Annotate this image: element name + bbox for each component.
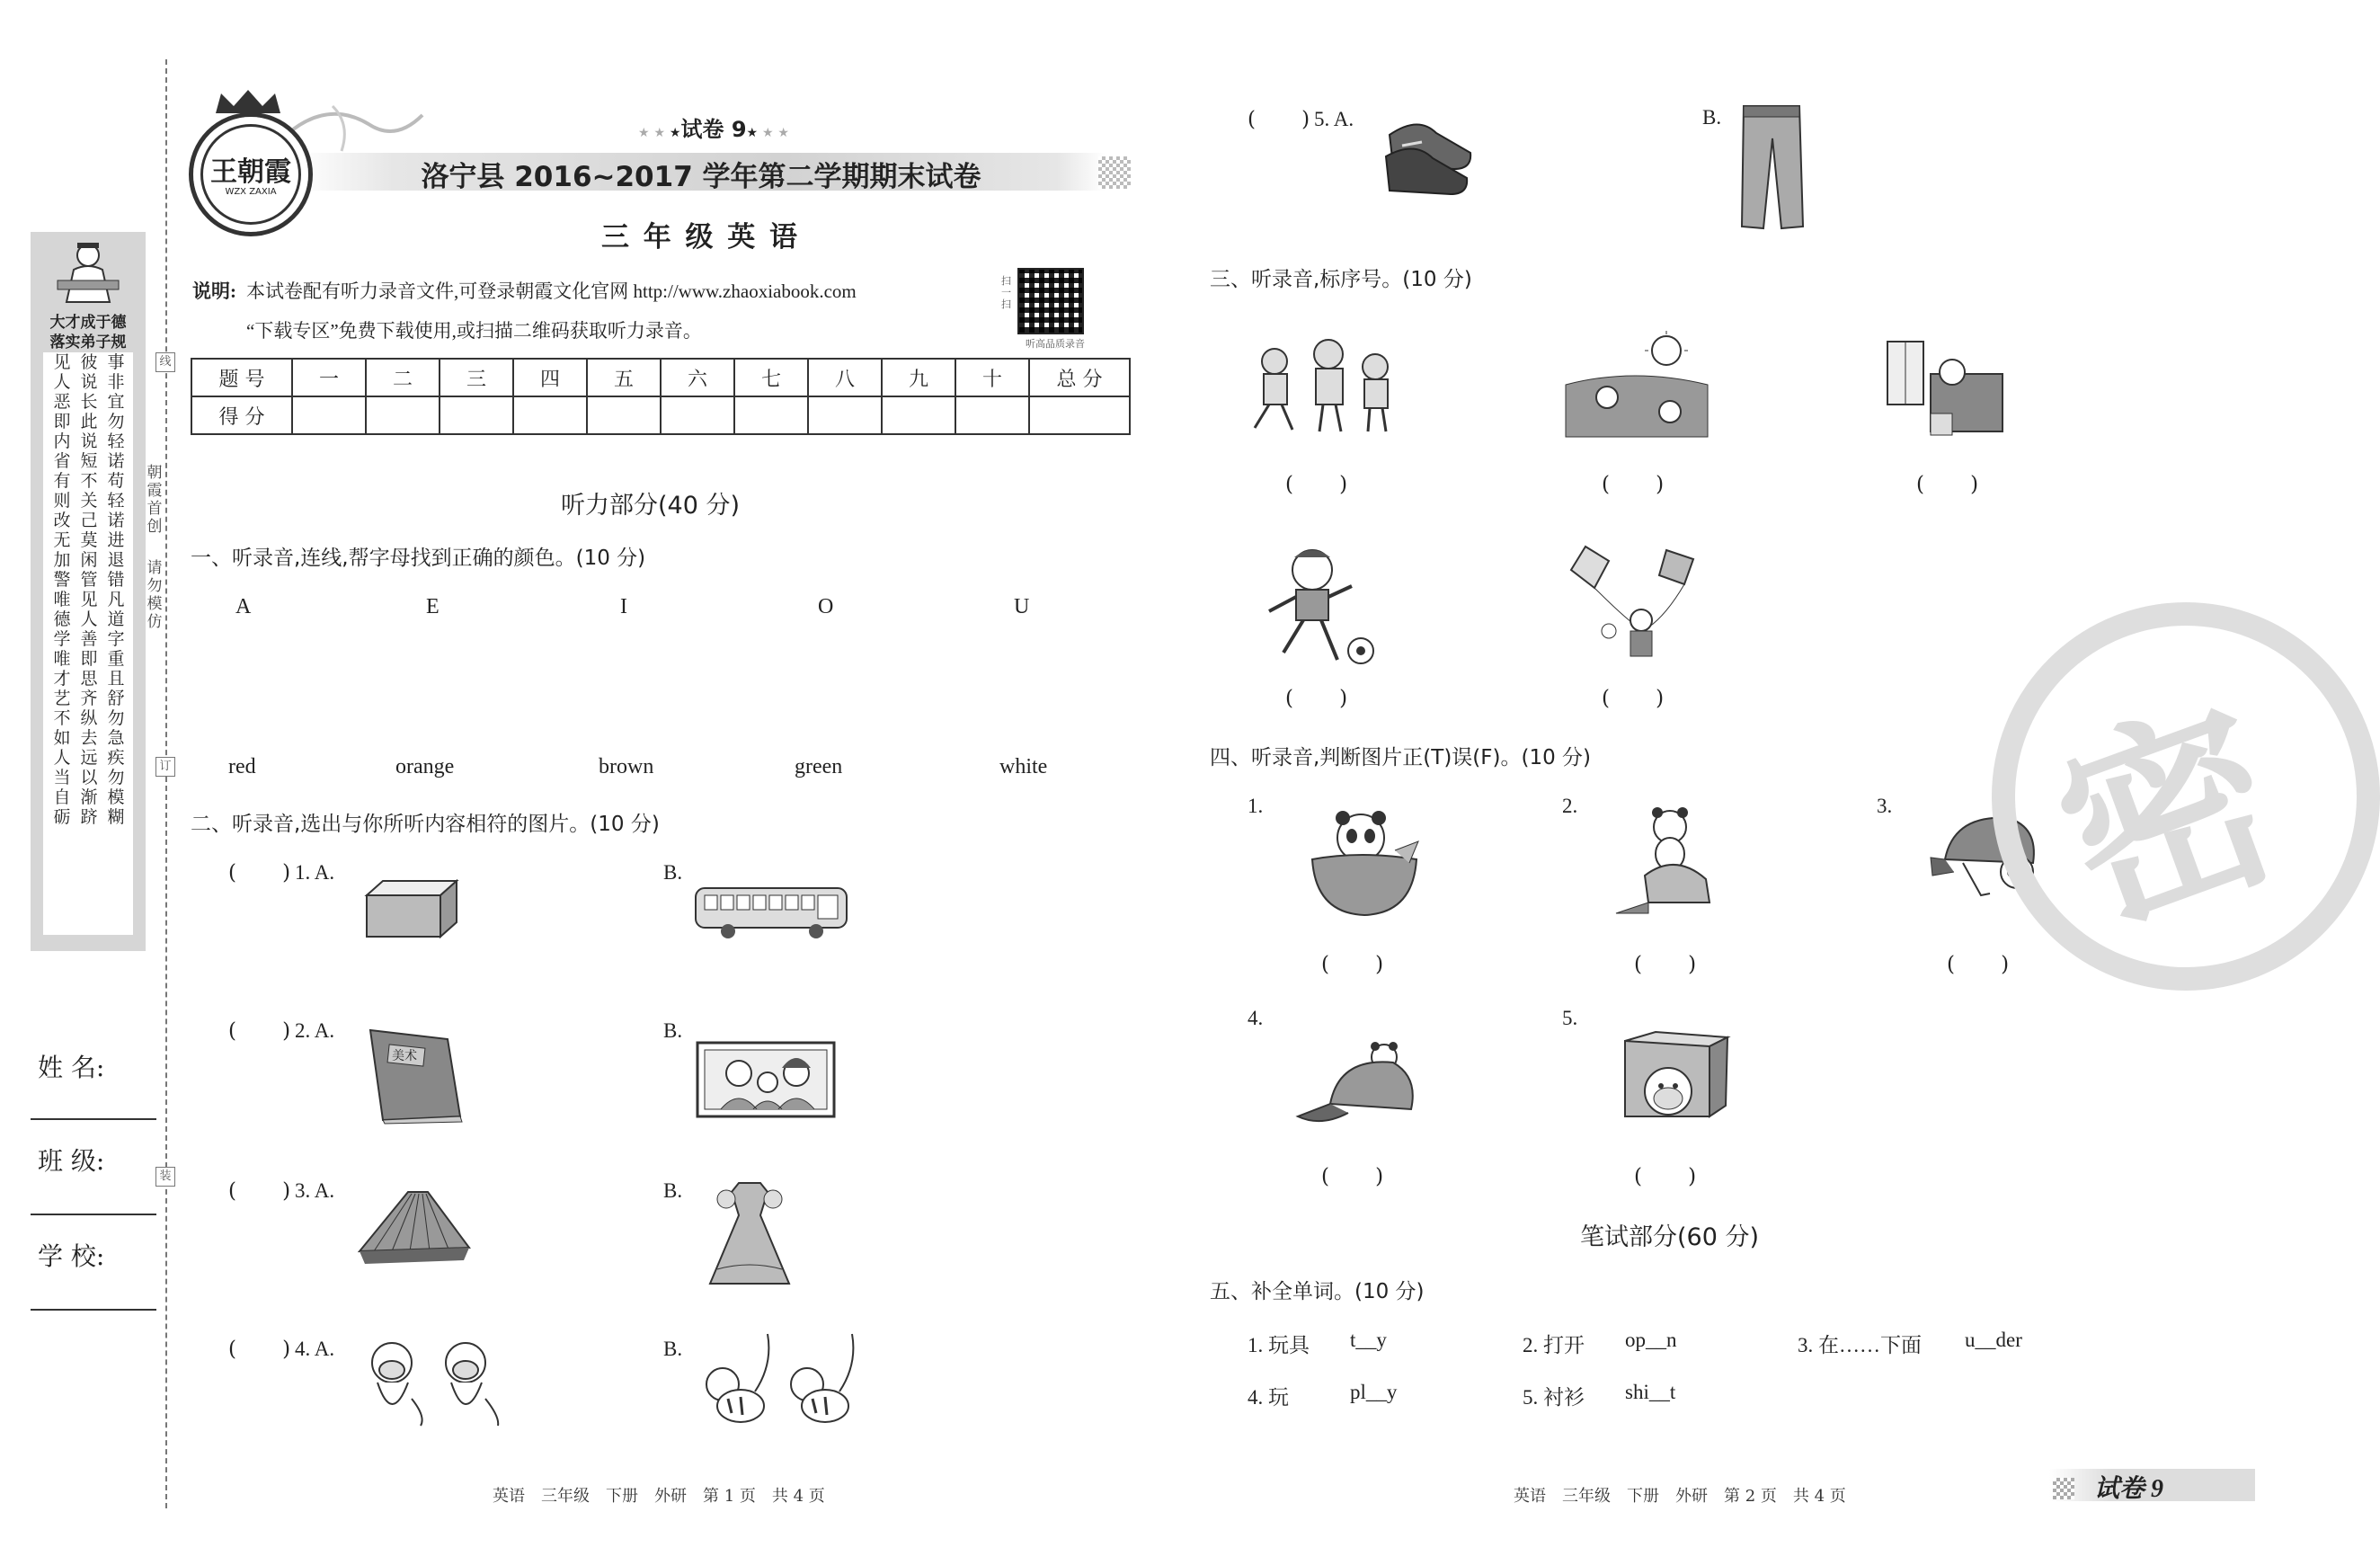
answer-paren: ( ) <box>1285 473 1348 496</box>
skirt-picture[interactable] <box>356 1188 473 1266</box>
class-field[interactable] <box>31 1214 156 1215</box>
option-b-label: B. <box>663 1179 683 1202</box>
answer-paren: ( ) <box>228 1179 291 1203</box>
answer-blank[interactable] <box>1602 473 1664 496</box>
score-input[interactable] <box>1029 396 1130 434</box>
motto-title-1: 大才成于德 <box>49 314 127 331</box>
section-1-heading: 一、听录音,连线,帮字母找到正确的颜色。(10 分) <box>191 547 646 570</box>
score-input[interactable] <box>734 396 808 434</box>
table-cell: 四 <box>513 359 587 396</box>
star-decoration-icon: ★ <box>669 126 681 140</box>
motto-columns <box>43 352 133 935</box>
color-brown[interactable]: brown <box>599 755 654 778</box>
window-sick-picture[interactable] <box>1880 338 2006 449</box>
table-cell: 题 号 <box>191 359 292 396</box>
table-cell: 十 <box>955 359 1029 396</box>
school-label: 学 校: <box>38 1241 105 1271</box>
answer-blank[interactable] <box>228 1179 290 1203</box>
answer-blank[interactable] <box>228 1019 290 1043</box>
answer-blank[interactable] <box>1947 953 2009 976</box>
word-blank-input[interactable]: op__n <box>1625 1329 1677 1351</box>
score-input[interactable] <box>587 396 661 434</box>
option-b-label: B. <box>663 1019 683 1042</box>
footer-right: 英语 三年级 下册 外研 第 2 页 共 4 页 <box>1514 1487 1846 1506</box>
table-cell: 得 分 <box>191 396 292 434</box>
motto-column: 见人恶即内省有则改无加警唯德学唯才艺不如人当自砺 <box>53 352 71 827</box>
kite-kids-picture[interactable] <box>1559 543 1711 660</box>
section-2-heading: 二、听录音,选出与你所听内容相符的图片。(10 分) <box>191 813 660 836</box>
star-decoration-icon: ★ ★ <box>638 126 670 140</box>
option-a-label: 4. A. <box>295 1338 335 1360</box>
checker-decoration-icon <box>2053 1478 2074 1499</box>
answer-paren: ( ) <box>228 1338 291 1361</box>
family-photo-picture[interactable] <box>696 1041 836 1118</box>
color-orange[interactable]: orange <box>395 755 455 778</box>
answer-paren: ( ) <box>1321 953 1384 976</box>
score-input[interactable] <box>661 396 734 434</box>
cut-mark: 线 <box>155 352 175 372</box>
panda-in-cap-picture[interactable] <box>1309 805 1420 920</box>
paper-number: 试卷 9 <box>680 117 747 142</box>
table-cell: 六 <box>661 359 734 396</box>
answer-paren: ( ) <box>1602 473 1665 496</box>
letter-i[interactable]: I <box>620 595 627 618</box>
section-5-heading: 五、补全单词。(10 分) <box>1210 1280 1425 1303</box>
letter-a[interactable]: A <box>235 595 252 618</box>
box-picture[interactable] <box>363 876 460 940</box>
word-blank-input[interactable]: u__der <box>1965 1329 2022 1351</box>
option-a-label: 1. A. <box>295 861 335 884</box>
book-picture[interactable] <box>365 1027 466 1124</box>
score-table <box>191 358 1131 435</box>
listening-title: 听力部分(40 分) <box>561 492 741 520</box>
score-input[interactable] <box>440 396 513 434</box>
pants-picture[interactable] <box>1736 102 1807 232</box>
option-b-label: B. <box>663 861 683 884</box>
section-3-heading: 三、听录音,标序号。(10 分) <box>1210 268 1472 291</box>
motto-column: 彼说长此说短不关己莫闲管见人善即思齐纵去远以渐跻 <box>80 352 98 827</box>
word-blank-input[interactable]: shi__t <box>1625 1381 1676 1403</box>
answer-blank[interactable] <box>1248 108 1310 131</box>
word-item-label: 5. 衬衫 <box>1523 1386 1585 1409</box>
stamp-text: 密 <box>2030 671 2307 968</box>
vertical-note: 朝霞首创 <box>147 464 163 536</box>
class-label: 班 级: <box>38 1146 105 1176</box>
table-cell: 七 <box>734 359 808 396</box>
table-row <box>191 396 1130 434</box>
score-input[interactable] <box>808 396 882 434</box>
star-decoration-icon: ★ <box>746 126 759 140</box>
answer-blank[interactable] <box>1285 687 1347 710</box>
name-label: 姓 名: <box>38 1053 105 1082</box>
table-cell: 一 <box>292 359 366 396</box>
star-decoration-icon: ★ ★ <box>758 126 789 140</box>
footer-tag: 试卷 9 <box>2094 1475 2164 1503</box>
qr-caption: 听高品质录音 <box>1026 338 1085 350</box>
score-input[interactable] <box>292 396 366 434</box>
word-item-label: 1. 玩具 <box>1248 1334 1310 1356</box>
table-cell: 三 <box>440 359 513 396</box>
footer-left: 英语 三年级 下册 外研 第 1 页 共 4 页 <box>493 1487 825 1506</box>
cut-mark: 订 <box>155 757 175 777</box>
monkeys-picture[interactable] <box>354 1336 520 1429</box>
answer-paren: ( ) <box>1634 1165 1697 1188</box>
subject-title: 三 年 级 英 语 <box>601 221 801 253</box>
answer-blank[interactable] <box>1916 473 1978 496</box>
answer-blank[interactable] <box>1285 473 1347 496</box>
answer-blank[interactable] <box>1321 953 1383 976</box>
binding-cut-line <box>165 59 167 1508</box>
confidential-stamp <box>1992 602 2380 991</box>
answer-blank[interactable] <box>1602 687 1664 710</box>
table-row <box>191 359 1130 396</box>
answer-paren: ( ) <box>228 861 291 885</box>
panda-on-cap-picture[interactable] <box>1612 807 1717 920</box>
word-item-label: 4. 玩 <box>1248 1386 1289 1409</box>
school-field[interactable] <box>31 1309 156 1311</box>
option-a-label: 3. A. <box>295 1179 335 1202</box>
item-number: 4. <box>1248 1007 1264 1029</box>
answer-paren: ( ) <box>1248 108 1310 131</box>
option-b-label: B. <box>1702 106 1722 129</box>
score-input[interactable] <box>955 396 1029 434</box>
note-line-2: “下载专区”免费下载使用,或扫描二维码获取听力录音。 <box>246 320 702 342</box>
item-number: 2. <box>1562 795 1578 817</box>
vertical-note: 请勿模仿 <box>147 559 163 631</box>
color-green[interactable]: green <box>795 755 843 778</box>
answer-paren: ( ) <box>1916 473 1979 496</box>
logo-text: 王朝霞 <box>210 157 291 187</box>
crown-icon <box>212 88 284 115</box>
note-label: 说明: <box>192 280 236 302</box>
answer-blank[interactable] <box>1634 1165 1696 1188</box>
table-cell: 总 分 <box>1029 359 1130 396</box>
tigers-picture[interactable] <box>692 1329 868 1431</box>
beach-sun-picture[interactable] <box>1562 331 1711 442</box>
section-4-heading: 四、听录音,判断图片正(T)误(F)。(10 分) <box>1210 746 1592 769</box>
answer-paren: ( ) <box>1321 1165 1384 1188</box>
option-a-label: 2. A. <box>295 1019 335 1042</box>
motto-column: 事非宜勿轻诺苟轻诺进退错凡道字重且舒勿急疾勿模糊 <box>107 352 125 827</box>
answer-paren: ( ) <box>1285 687 1348 710</box>
shoes-picture[interactable] <box>1382 113 1474 198</box>
item-number: 3. <box>1877 795 1893 817</box>
qr-code[interactable] <box>1017 268 1084 334</box>
name-field[interactable] <box>31 1118 156 1120</box>
color-white[interactable]: white <box>999 755 1048 778</box>
skating-kids-picture[interactable] <box>1242 331 1404 439</box>
cut-mark: 装 <box>155 1167 175 1187</box>
option-b-label: B. <box>663 1338 683 1360</box>
score-input[interactable] <box>882 396 955 434</box>
item-number: 5. <box>1562 1007 1578 1029</box>
book-title: 美术 <box>392 1050 417 1063</box>
note-line-1: 本试卷配有听力录音文件,可登录朝霞文化官网 http://www.zhaoxiabook.com <box>246 280 857 302</box>
qr-side-label: 扫一扫 <box>1001 275 1011 310</box>
monkey-in-box-picture[interactable] <box>1620 1028 1733 1133</box>
motto-title-2: 落实弟子规 <box>49 333 127 351</box>
letter-o[interactable]: O <box>818 595 834 618</box>
table-cell: 九 <box>882 359 955 396</box>
exam-title: 洛宁县 2016~2017 学年第二学期期末试卷 <box>421 161 981 193</box>
table-cell: 八 <box>808 359 882 396</box>
paper-tag <box>624 111 804 143</box>
score-input[interactable] <box>366 396 440 434</box>
answer-paren: ( ) <box>1634 953 1697 976</box>
logo-subtext: WZX ZAXIA <box>225 187 277 197</box>
bus-picture[interactable] <box>692 883 852 942</box>
letter-e[interactable]: E <box>426 595 440 618</box>
football-boy-picture[interactable] <box>1257 547 1381 669</box>
letter-u[interactable]: U <box>1014 595 1030 618</box>
answer-blank[interactable] <box>228 861 290 885</box>
writing-title: 笔试部分(60 分) <box>1580 1223 1760 1251</box>
item-number: 1. <box>1248 795 1264 817</box>
answer-blank[interactable] <box>1321 1165 1383 1188</box>
table-cell: 二 <box>366 359 440 396</box>
dress-picture[interactable] <box>705 1179 795 1291</box>
table-cell: 五 <box>587 359 661 396</box>
word-blank-input[interactable]: t__y <box>1350 1329 1387 1351</box>
word-blank-input[interactable]: pl__y <box>1350 1381 1398 1403</box>
answer-paren: ( ) <box>228 1019 291 1043</box>
answer-blank[interactable] <box>1634 953 1696 976</box>
word-item-label: 3. 在……下面 <box>1798 1334 1922 1356</box>
word-item-label: 2. 打开 <box>1523 1334 1585 1356</box>
answer-paren: ( ) <box>1602 687 1665 710</box>
answer-blank[interactable] <box>228 1338 290 1361</box>
answer-paren: ( ) <box>1947 953 2010 976</box>
scholar-figure-icon <box>47 239 129 306</box>
option-a-label: 5. A. <box>1314 108 1354 130</box>
color-red[interactable]: red <box>228 755 256 778</box>
panda-behind-cap-picture[interactable] <box>1294 1041 1420 1131</box>
score-input[interactable] <box>513 396 587 434</box>
publisher-logo <box>189 112 313 236</box>
